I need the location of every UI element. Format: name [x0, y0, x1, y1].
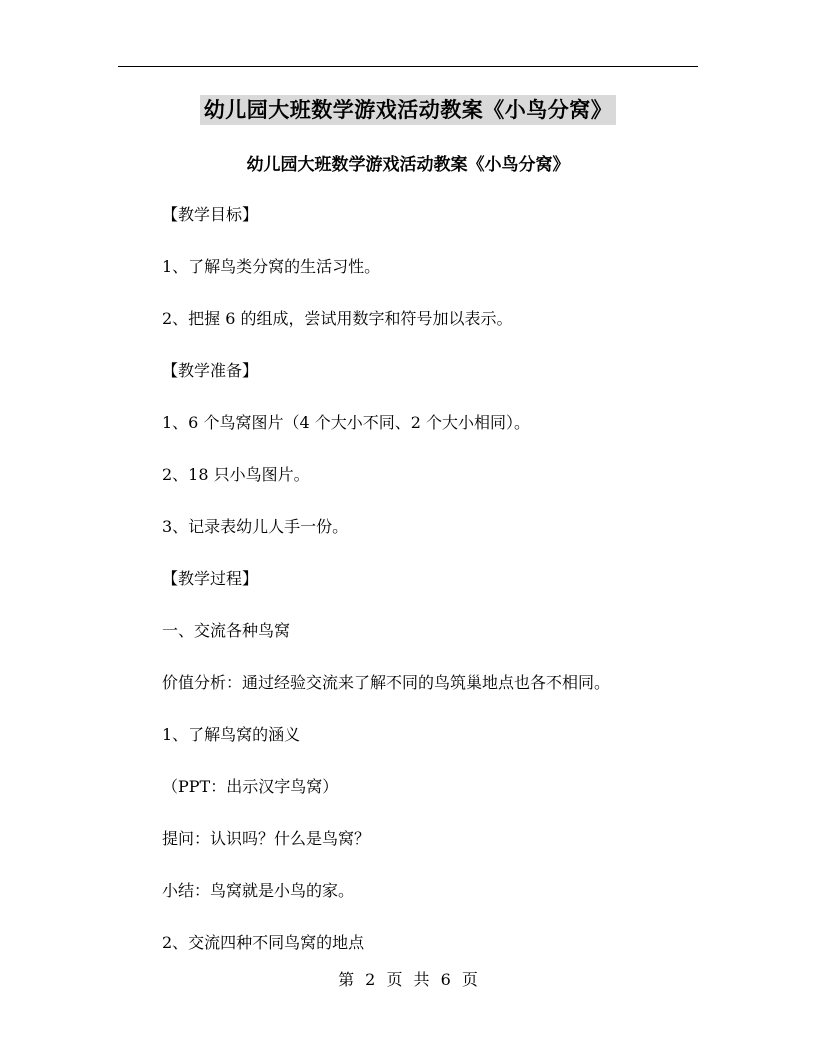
paragraph: 2、交流四种不同鸟窝的地点: [162, 933, 365, 952]
running-header-title: 幼儿园大班数学游戏活动教案《小鸟分窝》: [200, 95, 617, 125]
paragraph: 一、交流各种鸟窝: [162, 621, 291, 640]
paragraph: 2、把握 6 的组成，尝试用数字和符号加以表示。: [162, 309, 513, 328]
document-body: [162, 202, 722, 982]
header-rule: [118, 66, 698, 67]
paragraph: （PPT：出示汉字鸟窝）: [162, 777, 339, 796]
running-header: [0, 95, 816, 125]
section-heading-process: 【教学过程】: [162, 569, 259, 588]
paragraph: 提问：认识吗？什么是鸟窝？: [162, 829, 371, 848]
page-number: 第 2 页 共 6 页: [338, 970, 478, 989]
paragraph: 3、记录表幼儿人手一份。: [162, 517, 349, 536]
paragraph: 小结：鸟窝就是小鸟的家。: [162, 881, 355, 900]
paragraph: 1、了解鸟窝的涵义: [162, 725, 301, 744]
paragraph: 1、6 个鸟窝图片（4 个大小不同、2 个大小相同）。: [162, 413, 530, 432]
section-heading-preparation: 【教学准备】: [162, 361, 259, 380]
section-heading-objectives: 【教学目标】: [162, 205, 259, 224]
document-title: 幼儿园大班数学游戏活动教案《小鸟分窝》: [246, 155, 570, 175]
paragraph: 1、了解鸟类分窝的生活习性。: [162, 257, 381, 276]
paragraph: 价值分析：通过经验交流来了解不同的鸟筑巢地点也各不相同。: [162, 673, 611, 692]
paragraph: 2、18 只小鸟图片。: [162, 465, 310, 484]
